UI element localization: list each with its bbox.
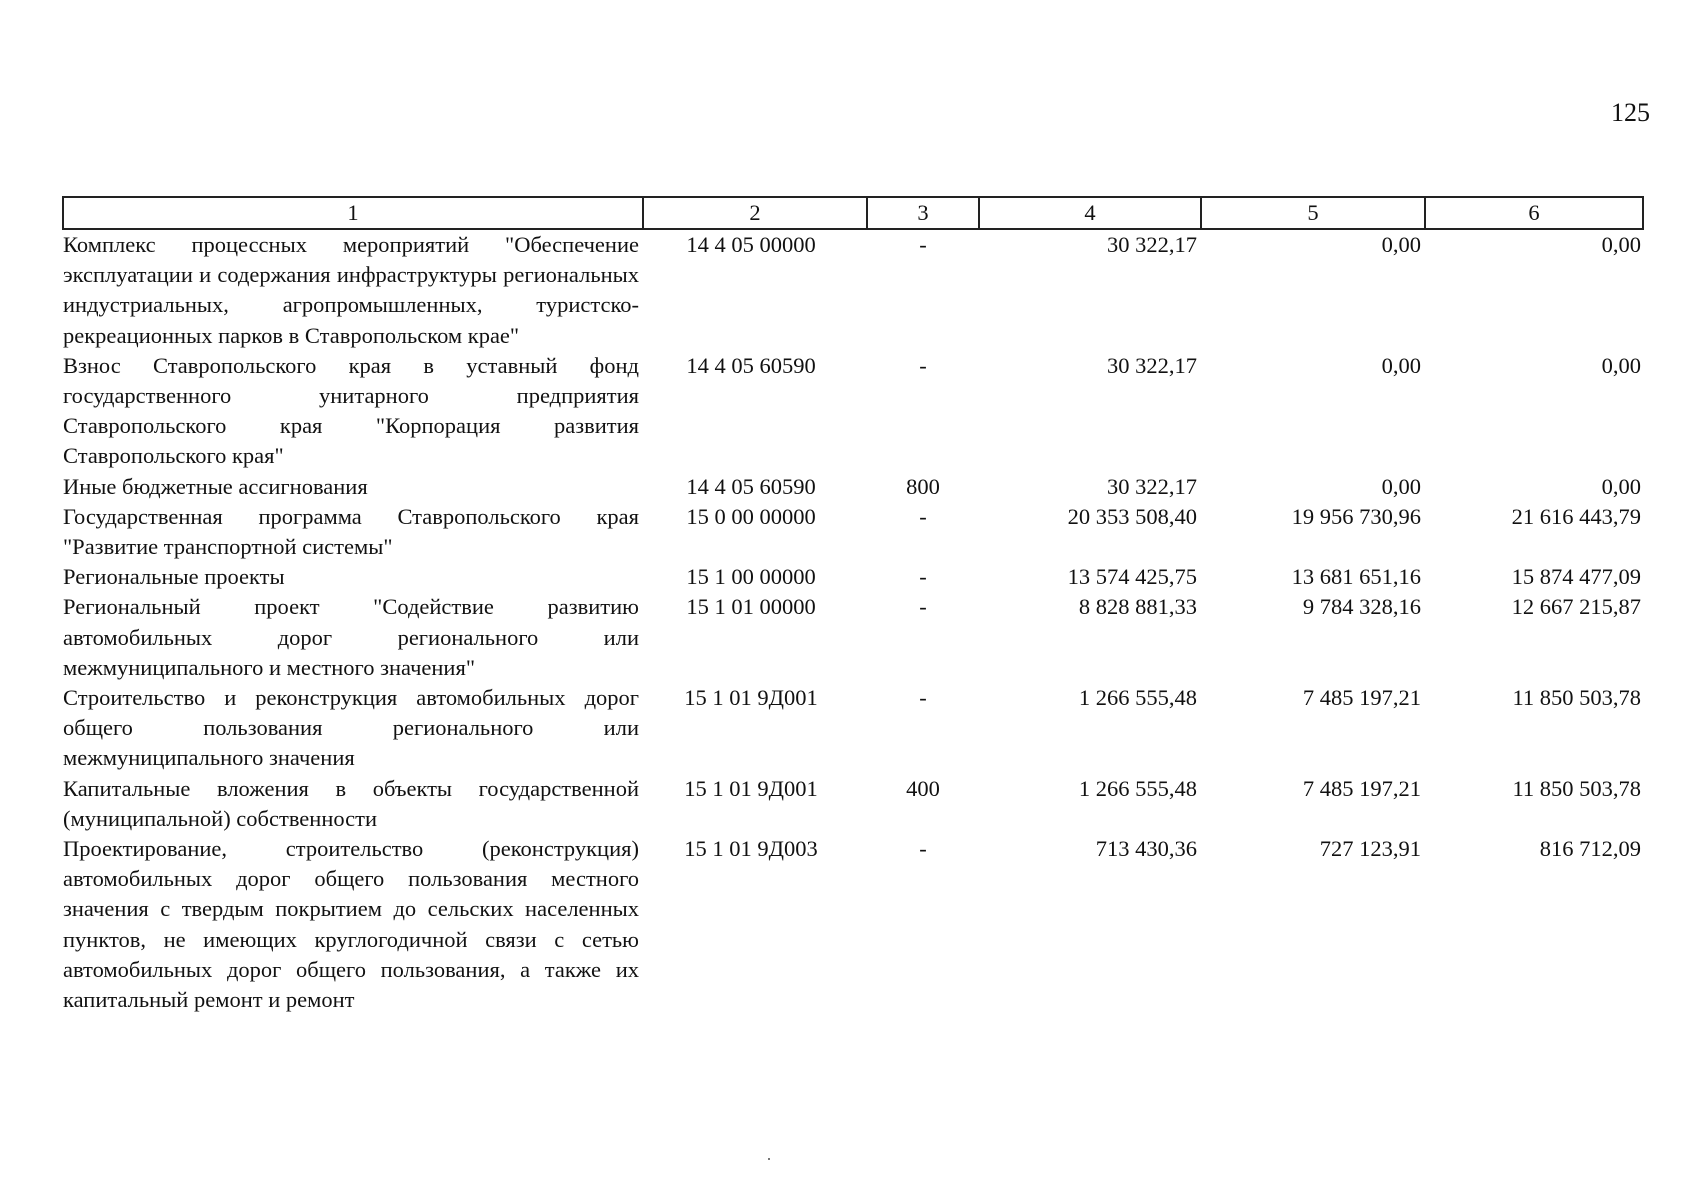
row-name: Государственная программа Ставропольского края "Развитие транспортной системы" [63,503,639,560]
scan-speck [768,1158,770,1160]
row-expense-type: - [919,564,927,590]
row-name: Региональный проект "Содействие развитию автомобильных дорог регионального или межмуниципального и местного значения" [63,594,639,680]
row-amount-col4: 30 322,17 [1107,352,1197,378]
table-header [63,197,1643,229]
row-amount-col4: 13 574 425,75 [1067,564,1197,590]
row-name: Иные бюджетные ассигнования [63,473,368,499]
row-amount-col6: 11 850 503,78 [1512,685,1641,711]
row-code: 15 1 01 9Д001 [684,685,818,711]
row-expense-type: 400 [906,775,940,801]
table-row [63,592,1643,683]
row-amount-col5: 0,00 [1381,352,1421,378]
row-expense-type: - [919,685,927,711]
table-body [63,229,1643,1015]
column-header-4: 4 [979,197,1201,229]
row-amount-col5: 9 784 328,16 [1302,594,1421,620]
row-amount-col4: 30 322,17 [1107,232,1197,257]
row-amount-col6: 816 712,09 [1539,836,1641,862]
row-expense-type: - [919,232,927,257]
row-amount-col6: 0,00 [1601,473,1641,499]
row-name: Взнос Ставропольского края в уставный фонд государственного унитарного предприятия Ставропольского края "Корпорация развития Ставропольского края" [63,352,639,469]
column-header-1: 1 [63,197,643,229]
row-code: 14 4 05 60590 [686,473,816,499]
row-amount-col6: 0,00 [1601,232,1641,257]
row-amount-col4: 30 322,17 [1107,473,1197,499]
row-code: 14 4 05 00000 [686,232,816,257]
row-amount-col6: 15 874 477,09 [1511,564,1641,590]
row-code: 15 1 01 00000 [686,594,816,620]
row-amount-col4: 713 430,36 [1095,836,1197,862]
row-amount-col5: 7 485 197,21 [1302,775,1421,801]
row-expense-type: - [919,594,927,620]
row-amount-col6: 0,00 [1601,352,1641,378]
table-row [63,774,1643,834]
row-code: 15 0 00 00000 [686,503,816,529]
row-amount-col5: 0,00 [1381,232,1421,257]
row-expense-type: - [919,503,927,529]
row-expense-type: - [919,352,927,378]
row-name: Строительство и реконструкция автомобильных дорог общего пользования регионального или межмуниципального значения [63,685,639,771]
row-amount-col5: 0,00 [1381,473,1421,499]
table-row [63,683,1643,774]
row-code: 15 1 01 9Д003 [684,836,818,862]
row-amount-col5: 727 123,91 [1319,836,1421,862]
row-expense-type: - [919,836,927,862]
row-amount-col5: 19 956 730,96 [1291,503,1421,529]
row-name: Капитальные вложения в объекты государственной (муниципальной) собственности [63,775,639,831]
row-amount-col6: 21 616 443,79 [1511,503,1641,529]
column-header-6: 6 [1425,197,1643,229]
row-amount-col4: 1 266 555,48 [1078,775,1197,801]
row-code: 15 1 01 9Д001 [684,775,818,801]
row-expense-type: 800 [906,473,940,499]
row-code: 14 4 05 60590 [686,352,816,378]
row-amount-col6: 12 667 215,87 [1511,594,1641,620]
row-amount-col4: 20 353 508,40 [1067,503,1197,529]
column-header-2: 2 [643,197,867,229]
row-name: Региональные проекты [63,564,285,590]
table-row [63,229,1643,351]
table-row [63,351,1643,472]
row-amount-col5: 13 681 651,16 [1291,564,1421,590]
table-row [63,472,1643,502]
budget-table [62,196,1644,1015]
table-row [63,562,1643,592]
header-row [63,197,1643,229]
row-amount-col5: 7 485 197,21 [1302,685,1421,711]
row-name: Проектирование, строительство (реконструкция) автомобильных дорог общего пользования местного значения с твердым покрытием до сельских населенных пунктов, не имеющих круглогодичной связи с сетью автомобильных дорог общего пользования, а также их капитальный ремонт и ремонт [63,836,639,1013]
row-code: 15 1 00 00000 [686,564,816,590]
row-amount-col4: 8 828 881,33 [1078,594,1197,620]
table-row [63,502,1643,562]
page-number: 125 [1611,98,1650,127]
column-header-3: 3 [867,197,979,229]
column-header-5: 5 [1201,197,1425,229]
row-name: Комплекс процессных мероприятий "Обеспечение эксплуатации и содержания инфраструктуры региональных индустриальных, агропромышленных, туристско-рекреационных парков в Ставропольском крае" [63,232,639,348]
row-amount-col4: 1 266 555,48 [1078,685,1197,711]
row-amount-col6: 11 850 503,78 [1512,775,1641,801]
table-row [63,834,1643,1015]
